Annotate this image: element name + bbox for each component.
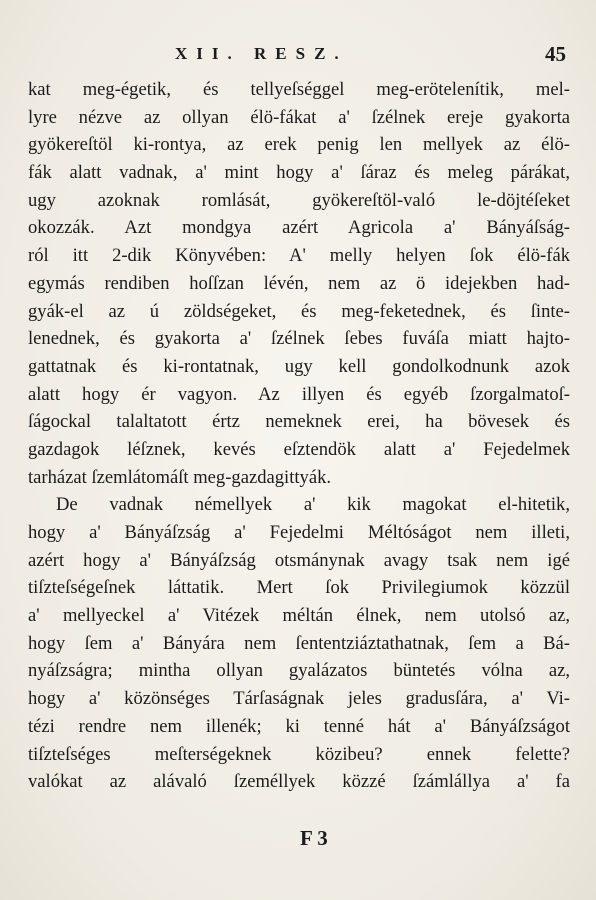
text-line: lenednek, és gyakorta a' ſzélnek ſebes fuváſa miatt hajto- xyxy=(28,328,570,350)
text-line: lyre nézve az ollyan élö-fákat a' ſzélnek ereje gyakorta xyxy=(28,106,570,128)
text-line: tarházat ſzemlátomáſt meg-gazdagittyák. xyxy=(28,466,332,488)
text-line: gazdagok léſznek, kevés eſztendök alatt a' Fejedelmek xyxy=(28,438,570,460)
text-line: alatt hogy ér vagyon. Az illyen és egyéb ſzorgalmatoſ- xyxy=(28,383,570,405)
signature-mark: F 3 xyxy=(300,826,328,850)
text-line: a' mellyeckel a' Vitézek méltán élnek, nem utolsó az, xyxy=(28,605,570,627)
body-text xyxy=(28,76,570,796)
text-line: hogy a' közönséges Tárſaságnak jeles gradusſára, a' Vi- xyxy=(28,688,570,710)
text-line: valókat az alávaló ſzeméllyek közzé ſzámlállya a' fa xyxy=(28,771,570,793)
text-line: hogy a' Bányáſzság a' Fejedelmi Méltóságot nem illeti, xyxy=(28,522,570,543)
text-line: nyáſzságra; mintha ollyan gyalázatos büntetés vólna az, xyxy=(28,660,570,682)
text-line: tézi rendre nem illenék; ki tenné hát a' Bányáſzságot xyxy=(28,715,570,737)
text-line: azért hogy a' Bányáſzság otsmánynak avagy tsak nem igé xyxy=(28,549,570,571)
text-line: ſágockal talaltatott értz nemeknek erei, ha bövesek és xyxy=(28,411,570,433)
text-line: kat meg-égetik, és tellyeſséggel meg-erötelenítik, mel- xyxy=(28,79,570,100)
text-line: De vadnak némellyek a' kik magokat el-hitetik, xyxy=(56,494,570,516)
text-line: tiſzteſséges meſterségeknek közibeu? ennek felette? xyxy=(28,743,570,765)
text-line: ugy azoknak romlását, gyökereſtöl-való le-döjtéſeket xyxy=(28,189,570,211)
text-line: egymás rendiben hoſſzan lévén, nem az ö idejekben had- xyxy=(28,272,570,294)
text-line: okozzák. Azt mondgya azért Agricola a' Bányáſság- xyxy=(28,217,570,239)
text-line: gattatnak és ki-rontatnak, ugy kell gondolkodnunk azok xyxy=(28,355,570,377)
page-header xyxy=(0,44,596,74)
text-line: fák alatt vadnak, a' mint hogy a' ſáraz és meleg párákat, xyxy=(28,162,570,184)
text-line: gyák-el az ú zöldségeket, és meg-feketednek, és ſinte- xyxy=(28,300,570,322)
page-number: 45 xyxy=(545,42,566,66)
text-line: ról itt 2-dik Könyvében: A' melly helyen ſok élö-fák xyxy=(28,245,570,267)
text-line: gyökereſtöl ki-rontya, az erek penig len mellyek az élö- xyxy=(28,134,570,156)
running-head: XII. RESZ. xyxy=(175,44,348,63)
text-line: hogy ſem a' Bányára nem ſententziáztathatnak, ſem a Bá- xyxy=(28,632,570,654)
text-line: tiſzteſségeſnek láttatik. Mert ſok Privilegiumok közzül xyxy=(28,577,570,599)
